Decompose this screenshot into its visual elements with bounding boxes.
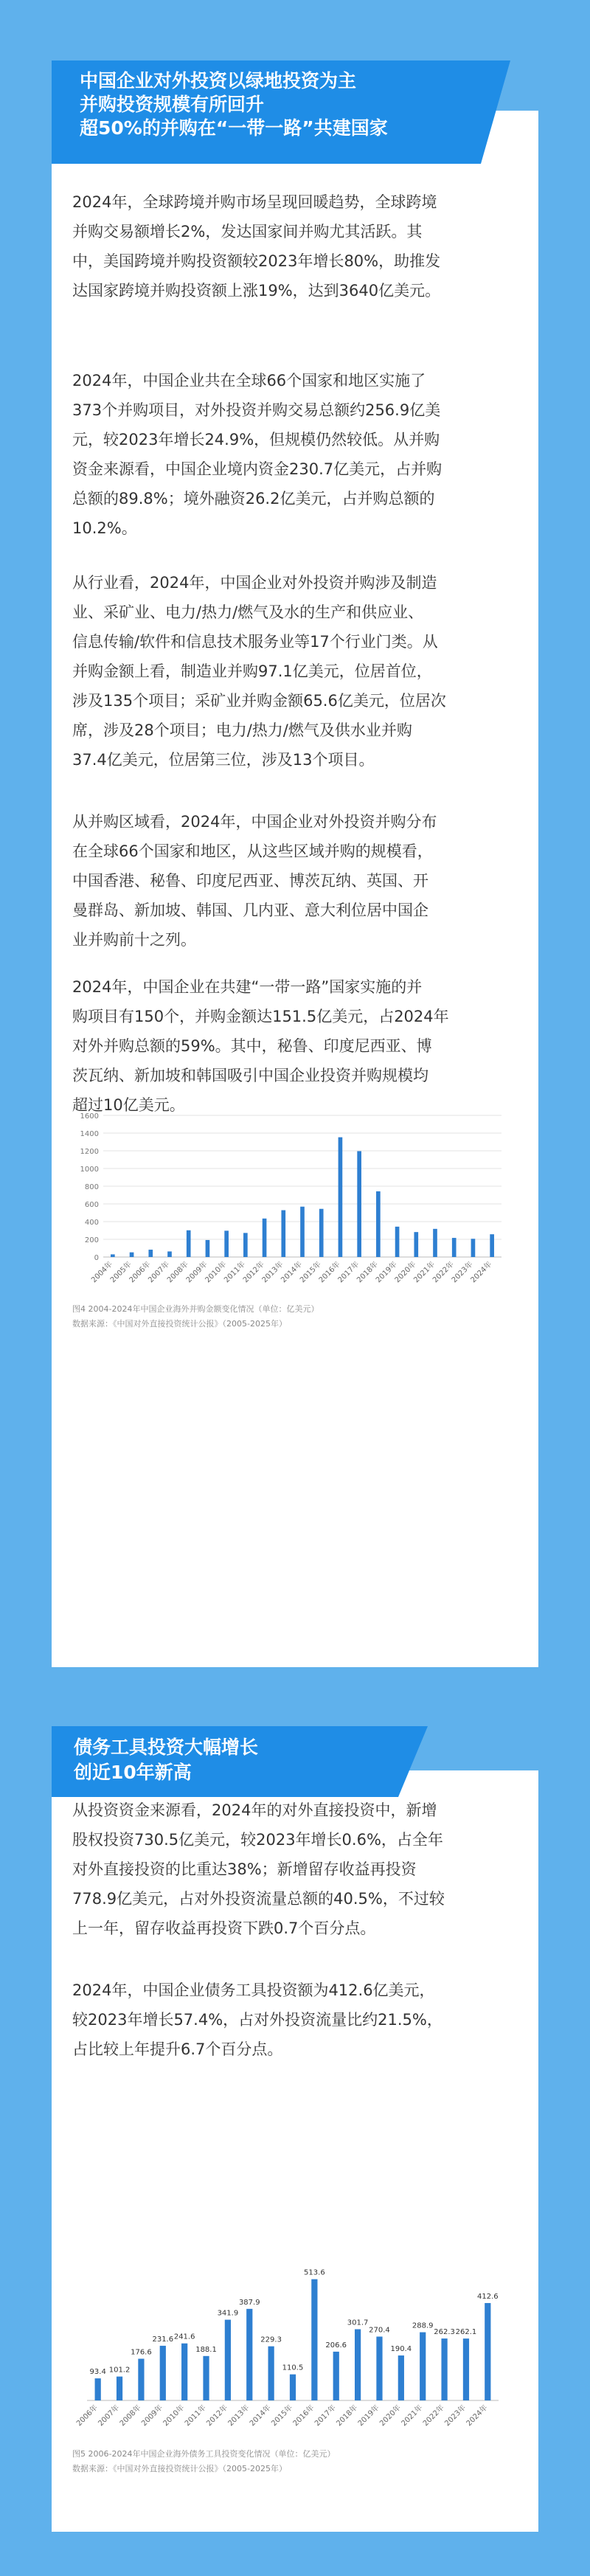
chart2-container: [72, 2243, 524, 2471]
data-label: 101.2: [108, 2366, 131, 2375]
bar: [130, 1253, 134, 1257]
x-tick-label: 2009年: [140, 2403, 164, 2428]
paragraph-line: 涉及135个项目；采矿业并购金额65.6亿美元，位居次: [72, 692, 446, 710]
paragraph-line: 对外并购总额的59%。其中，秘鲁、印度尼西亚、博: [72, 1037, 432, 1055]
bar: [111, 1254, 115, 1257]
bar: [300, 1207, 305, 1257]
x-tick-label: 2010年: [204, 1260, 229, 1285]
x-tick-label: 2006年: [74, 2403, 100, 2428]
paragraph-line: 10.2%。: [72, 519, 137, 537]
bar: [268, 2347, 274, 2400]
bar: [376, 2336, 382, 2400]
chart1-caption: 图4 2004-2024年中国企业海外并购金额变化情况（单位：亿美元）: [72, 1304, 319, 1314]
y-tick-label: 400: [84, 1219, 99, 1227]
chart1-container: [72, 1107, 524, 1328]
bar: [148, 1250, 153, 1257]
x-tick-label: 2007年: [97, 2403, 122, 2428]
bar: [414, 1232, 418, 1257]
bar: [441, 2338, 447, 2400]
y-tick-label: 1200: [80, 1148, 99, 1156]
data-label: 231.6: [152, 2335, 174, 2344]
paragraph-line: 元，较2023年增长24.9%，但规模仍然较低。从并购: [72, 431, 440, 449]
bar: [420, 2333, 426, 2400]
data-label: 206.6: [325, 2341, 347, 2350]
x-tick-label: 2020年: [378, 2403, 403, 2428]
section2-title-line2: 创近10年新高: [74, 1762, 192, 1783]
paragraph-line: 达国家跨境并购投资额上涨19%，达到3640亿美元。: [72, 282, 441, 300]
bar: [463, 2338, 469, 2400]
y-tick-label: 600: [84, 1201, 99, 1209]
paragraph-line: 信息传输/软件和信息技术服务业等17个行业门类。从: [72, 633, 438, 651]
bar: [243, 1233, 248, 1257]
paragraph-line: 37.4亿美元，位居第三位，涉及13个项目。: [72, 751, 375, 769]
paragraph-line: 茨瓦纳、新加坡和韩国吸引中国企业投资并购规模均: [72, 1067, 428, 1084]
data-label: 513.6: [304, 2268, 325, 2277]
bar: [357, 1151, 361, 1257]
y-tick-label: 1400: [80, 1130, 99, 1138]
data-label: 190.4: [390, 2345, 412, 2354]
x-tick-label: 2016年: [291, 2403, 316, 2428]
section2-card: [52, 1770, 538, 2532]
paragraph-line: 股权投资730.5亿美元，较2023年增长0.6%，占全年: [72, 1831, 443, 1849]
data-label: 270.4: [369, 2326, 390, 2335]
paragraph-line: 上一年，留存收益再投资下跌0.7个百分点。: [72, 1919, 376, 1937]
y-tick-label: 1000: [80, 1166, 99, 1174]
x-tick-label: 2011年: [223, 1260, 247, 1285]
paragraph-line: 从并购区域看，2024年，中国企业对外投资并购分布: [72, 813, 437, 831]
bar: [281, 1211, 285, 1257]
section1-paragraph: [72, 568, 522, 775]
bar: [160, 2346, 166, 2400]
data-label: 288.9: [412, 2321, 434, 2330]
x-tick-label: 2006年: [128, 1260, 153, 1285]
section1-title-banner: [52, 60, 481, 164]
x-tick-label: 2023年: [450, 1260, 475, 1285]
bar: [181, 2344, 187, 2400]
x-tick-label: 2005年: [108, 1260, 133, 1285]
section1-title-line1: 中国企业对外投资以绿地投资为主: [80, 70, 357, 91]
bar: [319, 1209, 324, 1257]
bar: [452, 1238, 457, 1257]
paragraph-line: 2024年，中国企业在共建“一带一路”国家实施的并: [72, 978, 423, 996]
chart1-source: 数据来源：《中国对外直接投资统计公报》（2005-2025年）: [72, 1319, 287, 1329]
paragraph-line: 资金来源看，中国企业境内资金230.7亿美元，占并购: [72, 460, 442, 478]
bar: [246, 2309, 252, 2400]
paragraph-line: 从行业看，2024年，中国企业对外投资并购涉及制造: [72, 574, 437, 592]
bar: [187, 1230, 191, 1257]
data-label: 110.5: [282, 2364, 304, 2372]
bar: [311, 2279, 317, 2400]
x-tick-label: 2018年: [335, 2403, 360, 2428]
paragraph-line: 较2023年增长57.4%，占对外投资流量比约21.5%，: [72, 2011, 442, 2029]
section1-paragraph: [72, 366, 522, 543]
x-tick-label: 2014年: [280, 1260, 305, 1285]
x-tick-label: 2022年: [431, 1260, 456, 1285]
bar: [339, 1138, 343, 1257]
data-label: 229.3: [260, 2336, 282, 2344]
x-tick-label: 2015年: [270, 2403, 295, 2428]
bar: [225, 2320, 231, 2400]
x-tick-label: 2024年: [465, 2403, 490, 2428]
paragraph-line: 曼群岛、新加坡、韩国、几内亚、意大利位居中国企: [72, 901, 428, 919]
paragraph-line: 2024年，中国企业共在全球66个国家和地区实施了: [72, 372, 426, 389]
bar: [376, 1191, 381, 1257]
bar: [490, 1234, 494, 1257]
chart2-caption: 图5 2006-2024年中国企业海外债务工具投资变化情况（单位：亿美元）: [72, 2449, 336, 2459]
x-tick-label: 2011年: [183, 2403, 208, 2428]
data-label: 412.6: [476, 2292, 499, 2301]
y-tick-label: 800: [84, 1183, 99, 1191]
section2-paragraph: [72, 1976, 522, 2064]
x-tick-label: 2010年: [162, 2403, 187, 2428]
data-label: 176.6: [131, 2348, 152, 2357]
bar: [395, 1227, 400, 1257]
bar: [224, 1230, 229, 1257]
section1-paragraph: [72, 972, 522, 1120]
x-tick-label: 2021年: [400, 2403, 425, 2428]
x-tick-label: 2004年: [90, 1260, 114, 1285]
paragraph-line: 373个并购项目，对外投资并购交易总额约256.9亿美: [72, 401, 441, 419]
section2-paragraph: [72, 1796, 522, 1943]
x-tick-label: 2020年: [393, 1260, 418, 1285]
paragraph-line: 席，涉及28个项目；电力/热力/燃气及供水业并购: [72, 721, 412, 739]
data-label: 301.7: [347, 2319, 369, 2327]
x-tick-label: 2021年: [412, 1260, 437, 1285]
x-tick-label: 2017年: [336, 1260, 361, 1285]
data-label: 262.3: [434, 2328, 455, 2337]
x-tick-label: 2018年: [355, 1260, 380, 1285]
bar: [117, 2377, 122, 2400]
section1-paragraph: [72, 807, 522, 955]
chart2-svg: [72, 2243, 524, 2442]
data-label: 262.1: [455, 2328, 477, 2337]
x-tick-label: 2007年: [147, 1260, 172, 1285]
y-tick-label: 200: [84, 1236, 99, 1244]
x-tick-label: 2012年: [241, 1260, 266, 1285]
y-tick-label: 0: [94, 1254, 99, 1262]
data-label: 241.6: [173, 2333, 195, 2341]
section1-paragraph: [72, 187, 522, 305]
paragraph-line: 从投资资金来源看，2024年的对外直接投资中，新增: [72, 1801, 437, 1819]
bar: [263, 1219, 267, 1257]
x-tick-label: 2024年: [469, 1260, 494, 1285]
x-tick-label: 2008年: [118, 2403, 143, 2428]
paragraph-line: 业、采矿业、电力/热力/燃气及水的生产和供应业、: [72, 603, 424, 621]
paragraph-line: 并购交易额增长2%，发达国家间并购尤其活跃。其: [72, 223, 423, 240]
bar: [203, 2356, 209, 2400]
paragraph-line: 在全球66个国家和地区，从这些区域并购的规模看，: [72, 842, 433, 860]
paragraph-line: 总额的89.8%；境外融资26.2亿美元，占并购总额的: [72, 490, 435, 508]
section1-title-line3: 超50%的并购在“一带一路”共建国家: [80, 117, 388, 139]
x-tick-label: 2013年: [260, 1260, 285, 1285]
bar: [290, 2375, 296, 2400]
section2-title-line1: 债务工具投资大幅增长: [74, 1737, 259, 1758]
x-tick-label: 2009年: [184, 1260, 209, 1285]
bar: [95, 2378, 101, 2400]
paragraph-line: 778.9亿美元，占对外投资流量总额的40.5%，不过较: [72, 1890, 445, 1908]
paragraph-line: 中国香港、秘鲁、印度尼西亚、博茨瓦纳、英国、开: [72, 872, 428, 890]
bar: [398, 2355, 404, 2400]
paragraph-line: 2024年，全球跨境并购市场呈现回暖趋势，全球跨境: [72, 193, 437, 211]
x-tick-label: 2017年: [313, 2403, 338, 2428]
bar: [206, 1240, 210, 1257]
bar: [485, 2303, 490, 2400]
x-tick-label: 2016年: [317, 1260, 342, 1285]
x-tick-label: 2022年: [421, 2403, 446, 2428]
x-tick-label: 2014年: [248, 2403, 273, 2428]
y-tick-label: 1600: [80, 1112, 99, 1121]
paragraph-line: 2024年，中国企业债务工具投资额为412.6亿美元，: [72, 1981, 435, 1999]
paragraph-line: 对外直接投资的比重达38%；新增留存收益再投资: [72, 1860, 417, 1878]
bar: [355, 2329, 361, 2400]
data-label: 188.1: [195, 2345, 217, 2354]
bar: [167, 1251, 172, 1257]
data-label: 387.9: [238, 2298, 260, 2307]
x-tick-label: 2019年: [374, 1260, 399, 1285]
bar: [433, 1229, 437, 1257]
section1-title-line2: 并购投资规模有所回升: [80, 94, 265, 115]
paragraph-line: 并购金额上看，制造业并购97.1亿美元，位居首位，: [72, 662, 432, 680]
paragraph-line: 购项目有150个，并购金额达151.5亿美元，占2024年: [72, 1008, 449, 1025]
bar: [471, 1239, 476, 1257]
paragraph-line: 占比较上年提升6.7个百分点。: [72, 2040, 283, 2058]
x-tick-label: 2015年: [298, 1260, 323, 1285]
x-tick-label: 2013年: [226, 2403, 251, 2428]
section1-card: [52, 111, 538, 1667]
x-tick-label: 2019年: [356, 2403, 381, 2428]
paragraph-line: 超过10亿美元。: [72, 1096, 185, 1114]
chart1-svg: [72, 1107, 524, 1298]
paragraph-line: 业并购前十之列。: [72, 931, 196, 949]
bar: [138, 2358, 144, 2400]
x-tick-label: 2012年: [205, 2403, 230, 2428]
data-label: 341.9: [217, 2309, 239, 2318]
chart2-source: 数据来源：《中国对外直接投资统计公报》（2005-2025年）: [72, 2464, 287, 2473]
section2-title-banner: [52, 1726, 398, 1797]
bar: [333, 2352, 339, 2400]
data-label: 93.4: [89, 2368, 106, 2377]
x-tick-label: 2008年: [165, 1260, 190, 1285]
x-tick-label: 2023年: [443, 2403, 468, 2428]
paragraph-line: 中，美国跨境并购投资额较2023年增长80%，助推发: [72, 252, 441, 270]
